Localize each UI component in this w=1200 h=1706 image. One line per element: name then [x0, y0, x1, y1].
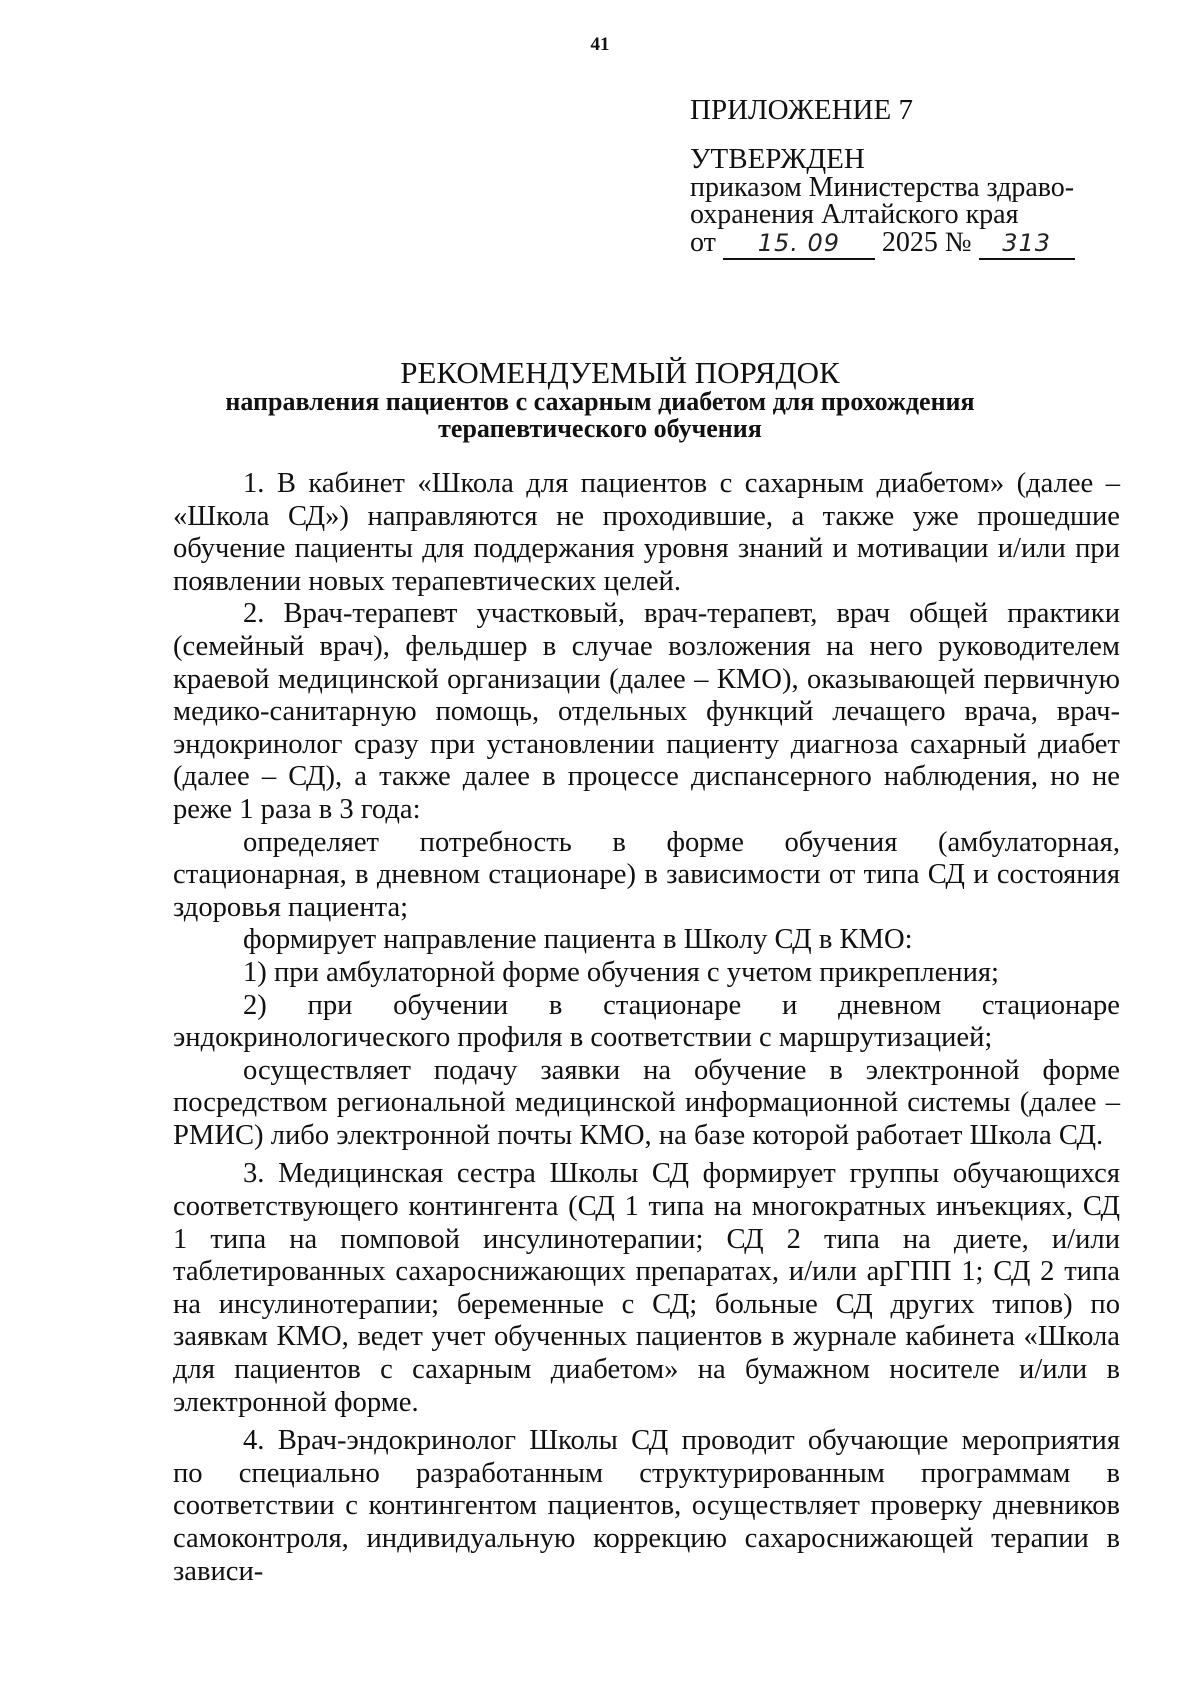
- handwritten-order-number: 313: [979, 228, 1075, 260]
- paragraph-2-referral: формирует направление пациента в Школу СД в КМО:: [243, 924, 913, 956]
- paragraph-2-need: определяет потребность в форме обучения (амбулаторная, стационарная, в дневном стационаре) в зависимости от типа СД и состояния здоровья пациента;: [173, 826, 1120, 923]
- paragraph-2-request: осуществляет подачу заявки на обучение в электронной форме посредством региональной медицинской информационной системы (далее – РМИС) либо электронной почты КМО, на базе которой работает Школа СД.: [173, 1054, 1120, 1151]
- paragraph-2: 2. Врач-терапевт участковый, врач-терапевт, врач общей практики (семейный врач), фельдшер в случае возложения на него руководителем краевой медицинской организации (далее – КМО), оказывающей первичную медико-санитарную помощь, отдельных функций лечащего врача, врач-эндокринолог сразу при установлении пациенту диагноза сахарный диабет (далее – СД), а также далее в процессе диспансерного наблюдения, но не реже 1 раза в 3 года:: [173, 598, 1120, 825]
- appendix-label: ПРИЛОЖЕНИЕ 7: [690, 94, 913, 126]
- paragraph-2-item-2: 2) при обучении в стационаре и дневном стационаре эндокринологического профиля в соответствии с маршрутизацией;: [173, 989, 1120, 1054]
- document-subtitle-line-1: направления пациентов с сахарным диабетом для прохождения: [225, 387, 975, 416]
- body-text: [173, 468, 1120, 1588]
- order-line-2: охранения Алтайского края: [690, 199, 1019, 230]
- date-prefix: от: [690, 227, 716, 258]
- document-title-block: [0, 357, 1200, 442]
- order-line-1: приказом Министерства здраво-: [690, 172, 1075, 203]
- document-title: РЕКОМЕНДУЕМЫЙ ПОРЯДОК: [400, 355, 840, 390]
- handwritten-date: 15. 09: [723, 228, 875, 260]
- document-subtitle-line-2: терапевтического обучения: [438, 414, 762, 443]
- paragraph-4: 4. Врач-эндокринолог Школы СД проводит обучающие мероприятия по специально разработанным структурированным программам в соответствии с контингентом пациентов, осуществляет проверку дневников самоконтроля, индивидуальную коррекцию сахароснижающей терапии в зависи-: [173, 1425, 1120, 1587]
- order-date-line: [690, 228, 1110, 260]
- year-label: 2025 №: [881, 227, 972, 258]
- paragraph-2-item-1: 1) при амбулаторной форме обучения с учетом прикрепления;: [243, 956, 1000, 988]
- approval-block: [690, 96, 1110, 260]
- paragraph-1: 1. В кабинет «Школа для пациентов с сахарным диабетом» (далее – «Школа СД») направляются не проходившие, а также уже прошедшие обучение пациенты для поддержания уровня знаний и мотивации и/или при появлении новых терапевтических целей.: [173, 468, 1120, 597]
- approved-label: УТВЕРЖДЕН: [690, 143, 865, 175]
- paragraph-3: 3. Медицинская сестра Школы СД формирует группы обучающихся соответствующего контингента (СД 1 типа на многократных инъекциях, СД 1 типа на помповой инсулинотерапии; СД 2 типа на диете, и/или таблетированных сахароснижающих препаратах, и/или арГПП 1; СД 2 типа на инсулинотерапии; беременные с СД; больные СД других типов) по заявкам КМО, ведет учет обученных пациентов в журнале кабинета «Школа для пациентов с сахарным диабетом» на бумажном носителе и/или в электронной форме.: [173, 1158, 1120, 1418]
- page-number: 41: [590, 34, 610, 55]
